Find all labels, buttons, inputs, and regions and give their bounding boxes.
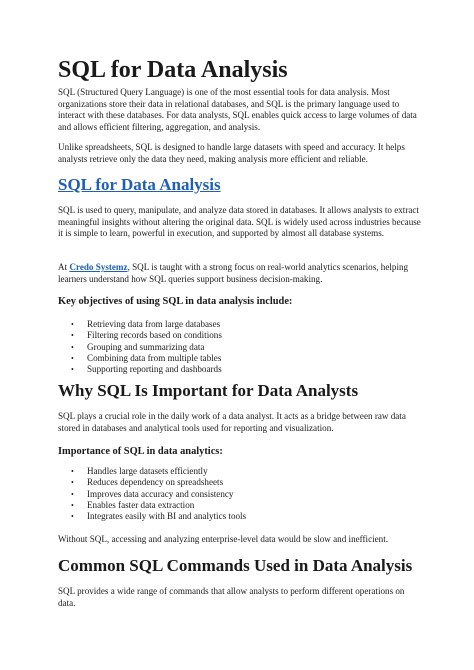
list-item-text: Filtering records based on conditions	[87, 330, 222, 341]
importance-list	[58, 466, 398, 522]
bullet-icon: •	[71, 342, 74, 352]
list-item	[58, 330, 398, 341]
bullet-icon: •	[71, 365, 74, 375]
list-item	[58, 477, 398, 488]
list-item-text: Handles large datasets efficiently	[87, 466, 208, 476]
list-item-text: Reduces dependency on spreadsheets	[87, 477, 224, 488]
objectives-list	[58, 319, 398, 375]
bullet-icon: •	[71, 500, 74, 510]
list-item-text: Retrieving data from large databases	[87, 319, 221, 329]
list-item-text: Combining data from multiple tables	[87, 352, 222, 363]
list-item	[58, 364, 398, 375]
list-item	[58, 342, 398, 353]
list-item-text: Supporting reporting and dashboards	[87, 364, 222, 375]
section1-subheading: Key objectives of using SQL in data analysis include:	[58, 296, 293, 307]
list-item-text: Improves data accuracy and consistency	[87, 488, 234, 499]
bullet-icon: •	[71, 467, 74, 476]
section-heading-link[interactable]: SQL for Data Analysis	[58, 175, 221, 194]
section2-subheading: Importance of SQL in data analytics:	[58, 446, 223, 457]
bullet-icon: •	[71, 489, 74, 499]
bullet-icon: •	[71, 320, 74, 329]
bullet-icon: •	[71, 353, 74, 363]
section2-heading: Why SQL Is Important for Data Analysts	[58, 381, 359, 400]
section1-paragraph-2-prefix: At	[58, 262, 70, 272]
list-item	[58, 353, 398, 364]
section1-paragraph-2	[58, 262, 422, 285]
list-item	[58, 489, 398, 500]
section2-paragraph-2: Without SQL, accessing and analyzing enterprise-level data would be slow and inefficient.	[58, 534, 389, 544]
list-item-text: Grouping and summarizing data	[87, 341, 205, 352]
section1-paragraph-2-suffix: , SQL is taught with a strong focus on real-world analytics scenarios, helping learners understand how SQL queries support business decision-making.	[58, 262, 409, 284]
bullet-icon: •	[71, 331, 74, 341]
list-item-text: Enables faster data extraction	[87, 499, 195, 510]
section1-paragraph-1: SQL is used to query, manipulate, and analyze data stored in databases. It allows analysts to extract meaningful insights without altering the original data. SQL is widely used across industries because it is simple to learn, powerful in execution, and supported by almost all database systems.	[58, 205, 421, 239]
list-item	[58, 511, 398, 522]
credo-systemz-link[interactable]: Credo Systemz	[69, 262, 128, 272]
list-item	[58, 466, 398, 477]
section2-paragraph-1: SQL plays a crucial role in the daily work of a data analyst. It acts as a bridge between raw data stored in databases and analytical tools used for reporting and visualization.	[58, 411, 406, 433]
list-item-text: Integrates easily with BI and analytics tools	[87, 511, 247, 522]
list-item	[58, 500, 398, 511]
page-title: SQL for Data Analysis	[58, 57, 288, 83]
intro-paragraph-2: Unlike spreadsheets, SQL is designed to handle large datasets with speed and accuracy. It helps analysts retrieve only the data they need, making analysis more efficient and reliable.	[58, 142, 405, 164]
section3-heading: Common SQL Commands Used in Data Analysis	[58, 556, 413, 575]
bullet-icon: •	[71, 478, 74, 488]
list-item	[58, 319, 398, 330]
section3-paragraph-1: SQL provides a wide range of commands that allow analysts to perform different operations on data.	[58, 586, 405, 608]
intro-paragraph-1: SQL (Structured Query Language) is one of the most essential tools for data analysis. Most organizations store their data in relational databases, and SQL is the primary language used to interact with these databases. For data analysts, SQL enables quick access to large volumes of data and allows efficient filtering, aggregation, and analysis.	[58, 87, 417, 132]
bullet-icon: •	[71, 512, 74, 522]
